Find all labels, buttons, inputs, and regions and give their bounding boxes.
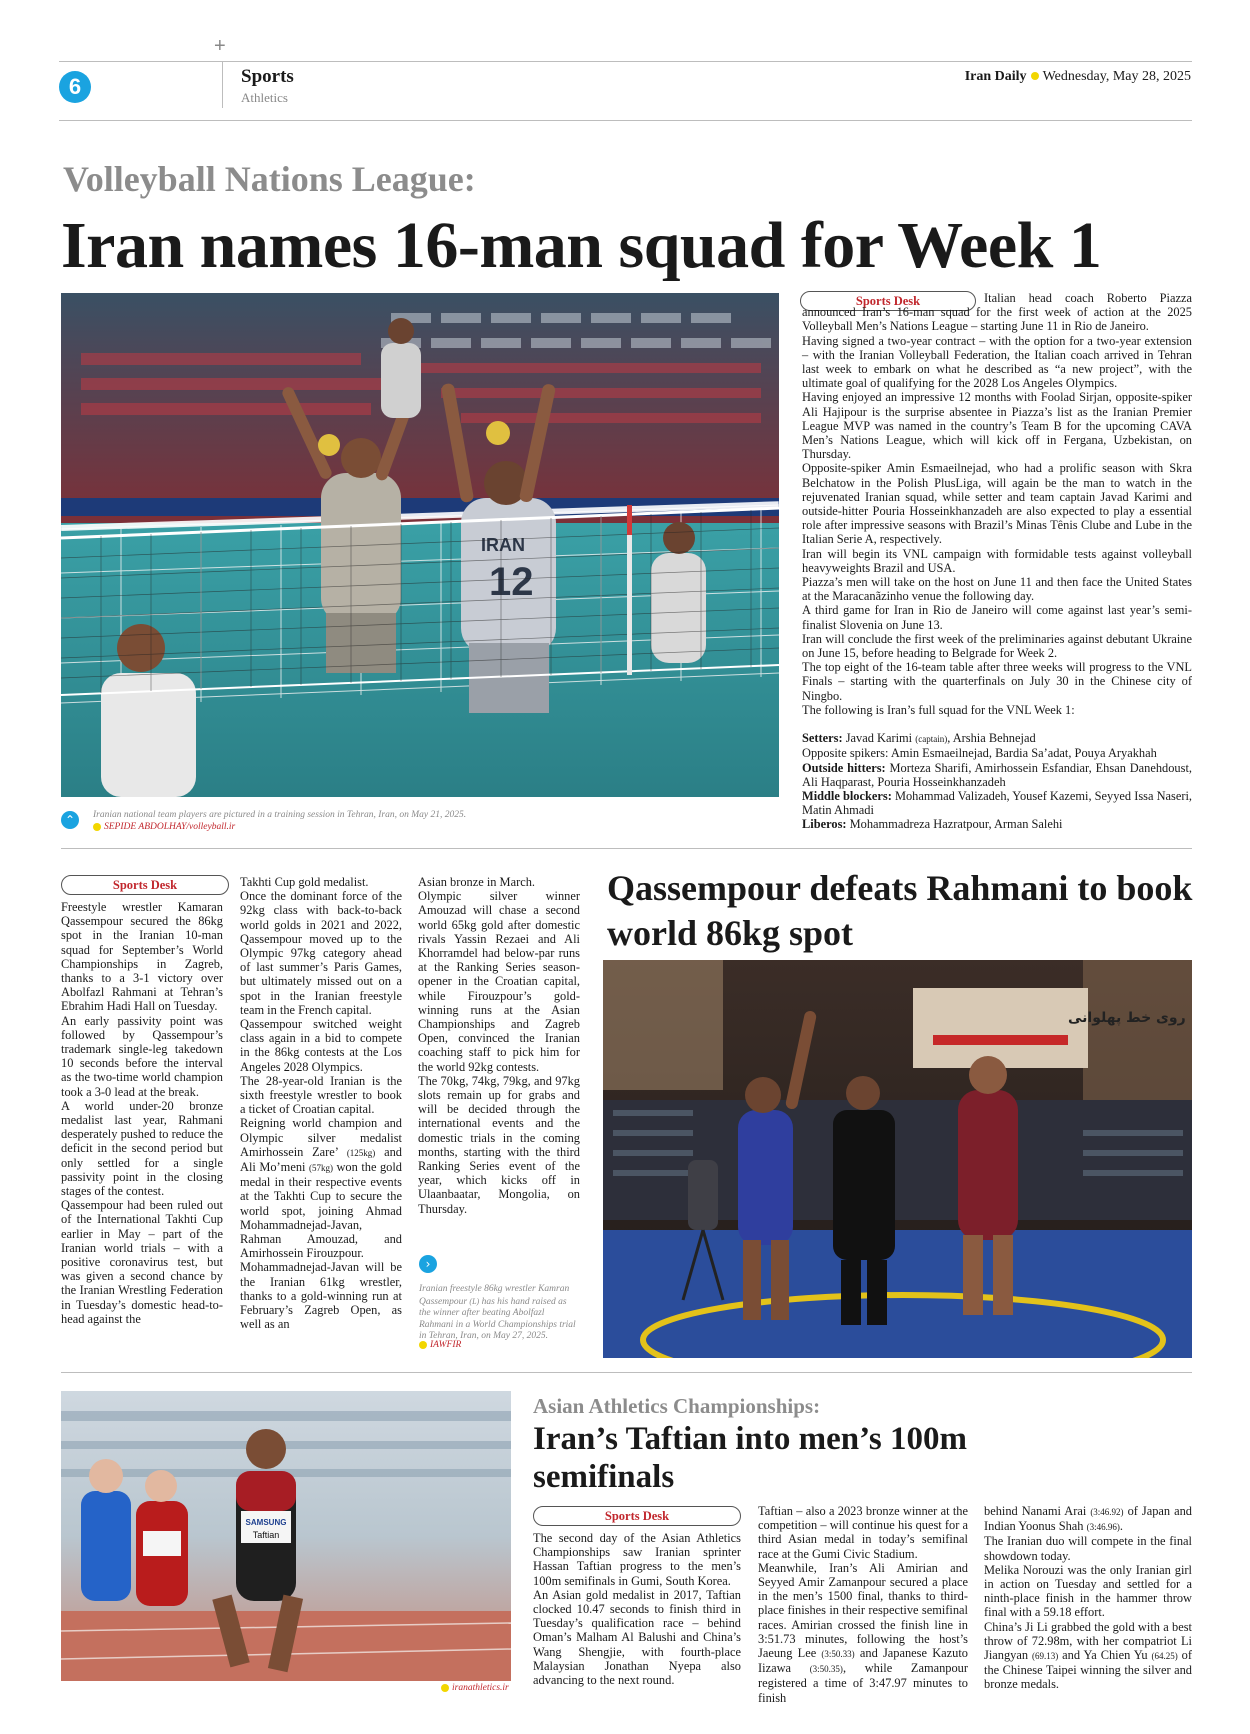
athletics-photo-illustration [61, 1391, 511, 1681]
text-run: of the Chinese Taipei winning the silver and bronze medals. [984, 1648, 1192, 1692]
story2-paragraph: The 28-year-old Iranian is the sixth freestyle wrestler to book a ticket of Croatian capital. [240, 1073, 402, 1117]
section-subtitle: Athletics [241, 90, 288, 105]
text-run: , while Zamanpour registered a time of 3:47.97 minutes to finish [758, 1661, 968, 1705]
story1-paragraph: Iran will begin its VNL campaign with formidable tests against volleyball heavyweights Brazil and USA. [802, 546, 1192, 575]
text-run: won the gold medal in their respective events at the Takhti Cup to secure the world spot, joining Ahmad Mohammadnejad-Javan, Rahman Amouzad, and Amirhossein Firouzpour. [240, 1160, 402, 1261]
story2-paragraph: A world under-20 bronze medalist last year, Rahmani desperately pushed to reduce the deficit in the second period but only settled for a single passivity point in the closing stages of the contest. [61, 1098, 223, 1199]
story2-paragraph: An early passivity point was followed by Qassempour’s trademark single-leg takedown 10 seconds before the interval as the two-time world champion took a 3-0 lead at the break. [61, 1013, 223, 1099]
story2-paragraph [240, 1116, 402, 1260]
story1-credit-text: SEPIDE ABDOLHAY/volleyball.ir [104, 822, 236, 832]
squad-names: Morteza Sharifi, Amirhossein Esfandiar, Ehsan Danehdoust, Ali Haqparast, Pouria Hosseinkhanzadeh [802, 760, 1192, 789]
text-run: behind Nanami Arai [984, 1504, 1091, 1518]
squad-names: Mohammad Valizadeh, Yousef Kazemi, Seyyed Issa Naseri, Matin Ahmadi [802, 788, 1193, 818]
credit-dot-icon [419, 1341, 427, 1349]
wrestling-photo-illustration [603, 960, 1192, 1358]
squad-role: Middle blockers: [802, 788, 892, 803]
text-run: and Ali Mo’meni [240, 1144, 402, 1175]
story1-photo-caption: Iranian national team players are pictured in a training session in Tehran, Iran, on May 21, 2025. [93, 810, 467, 820]
story1-paragraph: Piazza’s men will take on the host on June 11 and then face the United States at the Maracanãzinho venue the following day. [802, 575, 1192, 604]
caption-arrow-up-icon[interactable]: ⌃ [61, 811, 79, 829]
squad-setters [802, 731, 1192, 746]
caption-text-run: Iranian freestyle 86kg wrestler Kamran Qassempour [419, 1284, 570, 1307]
story1-paragraph: Opposite-spiker Amin Esmaeilnejad, who had a prolific season with Skra Belchatow in the Polish PlusLiga, will again be the man to watch in the rejuvenated Iranian squad, while setter and team captain Javad Karimi and outside-hitter Pouria Hosseinkhanzadeh are also expected to play a essential role after impressive seasons with Brazil’s Minas Tênis Clube and Lube in the Italian Serie A, respectively. [802, 461, 1192, 547]
story1-paragraph: The top eight of the 16-team table after three weeks will progress to the VNL Finals – starting with the quarterfinals on July 30 in the Chinese city of Ningbo. [802, 660, 1192, 703]
story3-paragraph: The Iranian duo will compete in the final showdown today. [984, 1534, 1192, 1563]
story3-col2 [758, 1504, 968, 1705]
story3-paragraph: An Asian gold medalist in 2017, Taftian clocked 10.47 seconds to finish third in Tuesday’s qualification race – behind Oman’s Malham Al Balushi and China’s Wang Shengjie, with fourth-place Malaysian Jonathan Nyepa also advancing to the next round. [533, 1587, 741, 1688]
story2-col2 [240, 875, 402, 1332]
caption-arrow-right-icon[interactable]: › [419, 1255, 437, 1273]
weight-note: (125kg) [346, 1147, 376, 1158]
header-bottom-rule [59, 120, 1192, 121]
story2-col1 [61, 900, 223, 1326]
story3-photo-credit [441, 1683, 509, 1693]
story1-sports-desk-badge: Sports Desk [800, 291, 976, 311]
time-note: (3:50.35) [809, 1664, 843, 1675]
squad-role: Outside hitters: [802, 760, 886, 775]
masthead-dot-icon [1031, 72, 1039, 80]
story1-paragraph: A third game for Iran in Rio de Janeiro will come against last year’s semi-finalist Slovenia on June 13. [802, 603, 1192, 632]
squad-names: Mohammadreza Hazratpour, Arman Salehi [849, 817, 1063, 832]
wrestling-photo [603, 960, 1192, 1358]
paper-name: Iran Daily [964, 69, 1027, 84]
credit-dot-icon [441, 1684, 449, 1692]
story3-kicker: Asian Athletics Championships: [533, 1394, 821, 1418]
story2-sports-desk-badge: Sports Desk [61, 875, 229, 895]
weight-note: (57kg) [308, 1163, 333, 1174]
text-run: and Ya Chien Yu [1058, 1648, 1152, 1663]
section-title: Sports [241, 66, 294, 87]
story1-photo-credit [93, 822, 235, 832]
credit-dot-icon [93, 823, 101, 831]
caption-text-run: has his hand raised as the winner after beating Abolfazl Rahmani in a World Championships trial in Tehran, Iran, on May 27, 2025. [419, 1296, 576, 1341]
story3-paragraph [984, 1504, 1192, 1534]
story3-col3 [984, 1504, 1192, 1692]
athletics-photo [61, 1391, 511, 1681]
squad-note: (captain) [915, 734, 948, 745]
squad-role: Setters: [802, 731, 843, 746]
story1-spacer [802, 717, 1192, 731]
story3-paragraph [758, 1561, 968, 1705]
issue-date: Wednesday, May 28, 2025 [1042, 69, 1191, 84]
story2-paragraph: Olympic silver winner Amouzad will chase a second world 65kg gold after domestic rivals Yassin Rezaei and Ali Khorramdel had below-par runs at the Ranking Series season-opener in the Croatian capital, while Firouzpour’s gold-winning runs at the Asian Championships and Zagreb Open, convinced the Iranian coaching staff to pick him for the world 92kg contests. [418, 889, 580, 1074]
header-divider [222, 62, 223, 108]
page-number-badge: 6 [59, 71, 91, 103]
distance-note: (64.25) [1151, 1651, 1178, 1662]
squad-role: Opposite spikers: [802, 746, 889, 761]
story-separator-1 [61, 848, 1192, 849]
story1-paragraph: Having enjoyed an impressive 12 months with Foolad Sirjan, opposite-spiker Ali Hajipour is the surprise absentee in Piazza’s list as the Iranian Premier League MVP was named in the country’s Team B for the upcoming CAVA Men’s Nations League, which will kick off in Fergana, Uzbekistan, on Thursday. [802, 390, 1192, 462]
squad-middle [802, 789, 1192, 817]
story1-kicker: Volleyball Nations League: [63, 159, 476, 199]
story2-col3 [418, 875, 580, 1216]
story2-paragraph: The 70kg, 74kg, 79kg, and 97kg slots remain up for grabs and will be decided through the international events and the domestic trials in the coming months, starting with the third Ranking Series event of the year, which kicks off in Ulaanbaatar, Mongolia, on Thursday. [418, 1073, 580, 1216]
story3-col1 [533, 1531, 741, 1687]
squad-names: Javad Karimi [845, 731, 913, 746]
squad-names-rest: , Arshia Behnejad [947, 731, 1036, 746]
story2-headline: Qassempour defeats Rahmani to book world 86kg spot [607, 868, 1193, 953]
jersey-number: 12 [489, 560, 534, 604]
squad-opposite [802, 746, 1192, 760]
distance-note: (69.13) [1031, 1651, 1059, 1662]
squad-names: Amin Esmaeilnejad, Bardia Sa’adat, Pouya Aryakhah [890, 746, 1157, 761]
story2-credit-text: IAWFIR [430, 1340, 462, 1350]
squad-liberos [802, 817, 1192, 831]
jersey-text: IRAN [481, 535, 525, 555]
story3-sports-desk-badge: Sports Desk [533, 1506, 741, 1526]
crop-mark: + [214, 35, 226, 57]
story3-paragraph: The second day of the Asian Athletics Championships saw Iranian sprinter Hassan Taftian progress to the men’s 100m semifinals in Gumi, South Korea. [533, 1531, 741, 1588]
story3-paragraph: Melika Norouzi was the only Iranian girl in action on Tuesday and settled for a ninth-place finish in the hammer throw final with a 59.18 effort. [984, 1562, 1192, 1620]
story3-paragraph [984, 1620, 1192, 1692]
story1-paragraph: Italian head coach Roberto Piazza announced Iran’s 16-man squad for the first week of action at the 2025 Volleyball Men’s Nations League – starting June 11 in Rio de Janeiro. [802, 291, 1192, 334]
volleyball-photo-illustration [61, 293, 779, 797]
story1-paragraph: The following is Iran’s full squad for the VNL Week 1: [802, 702, 1075, 717]
story1-body [802, 291, 1192, 832]
story2-paragraph: Qassempour had been ruled out of the International Takhti Cup earlier in May – part of the Iranian world trials – with a positive coronavirus test, but was given a second chance by the Iranian Wrestling Federation in Tuesday’s domestic head-to-head against the [61, 1198, 223, 1326]
header-top-rule [59, 61, 1192, 62]
squad-outside [802, 761, 1192, 789]
story2-paragraph: Mohammadnejad-Javan will be the Iranian 61kg wrestler, thanks to a gold-winning run at February’s Zagreb Open, as well as an [240, 1260, 402, 1332]
text-run: of Japan and Indian Yoonus Shah [984, 1504, 1193, 1534]
masthead [965, 69, 1191, 85]
text-run: Reigning world champion and Olympic silver medalist Amirhossein Zare’ [240, 1116, 402, 1159]
story2-paragraph: Freestyle wrestler Kamaran Qassempour secured the 86kg spot in the Iranian 10-man squad for September’s World Championships in Zagreb, thanks to a 3-1 victory over Abolfazl Rahmani at Tehran’s Ebrahim Hadi Hall on Tuesday. [61, 900, 223, 1014]
story1-paragraph: Iran will conclude the first week of the preliminaries against debutant Ukraine on June 15, before heading to Belgrade for Week 2. [802, 631, 1192, 661]
text-run: and Japanese Kazuto Iizawa [758, 1646, 968, 1676]
banner-text: روی خط پهلوانی [1068, 1010, 1186, 1026]
bib-name-text: Taftian [252, 1530, 280, 1540]
volleyball-photo [61, 293, 779, 797]
story2-paragraph: Takhti Cup gold medalist. [240, 875, 369, 889]
story2-paragraph: Qassempour switched weight class again in a bid to compete in the 86kg contests at the Los Angeles 2028 Olympics. [240, 1017, 402, 1074]
time-note: (3:46.92) [1090, 1507, 1124, 1517]
story2-paragraph: Asian bronze in March. [418, 875, 535, 889]
story3-credit-text: iranathletics.ir [452, 1683, 509, 1693]
story-separator-2 [61, 1372, 1192, 1373]
story3-paragraph: Taftian – also a 2023 bronze winner at the competition – will continue his quest for a third Asian medal in today’s semifinal race at the Gumi Civic Stadium. [758, 1504, 968, 1561]
time-note: (3:50.33) [821, 1649, 855, 1660]
text-run: China’s Ji Li grabbed the gold with a best throw of 72.98m, with her compatriot Li Jiangyan [984, 1619, 1192, 1663]
story1-headline: Iran names 16-man squad for Week 1 [61, 209, 1102, 282]
story2-photo-caption [419, 1284, 579, 1343]
time-note: (3:46.96) [1086, 1522, 1120, 1533]
bib-sponsor-text: SAMSUNG [245, 1518, 287, 1527]
text-run: Meanwhile, Iran’s Ali Amirian and Seyyed Amir Zamanpour secured a place in the men’s 1500 final, thanks to third-place finishes in their respective semifinal races. Amirian crossed the finish line in 3:51.73 minutes, following the host’s Jaeung Lee [758, 1560, 968, 1661]
squad-role: Liberos: [802, 817, 847, 832]
text-run: . [1119, 1519, 1123, 1534]
story2-paragraph: Once the dominant force of the 92kg class with back-to-back world golds in 2021 and 2022, Qassempour moved up to the Olympic 97kg category ahead of last summer’s Paris Games, but ultimately missed out on a spot in the Iranian freestyle team in the French capital. [240, 889, 402, 1017]
caption-note: (L) [469, 1296, 480, 1306]
story2-photo-credit [419, 1340, 461, 1350]
story3-headline: Iran’s Taftian into men’s 100m semifinals [533, 1421, 967, 1495]
story1-paragraph: Having signed a two-year contract – with the option for a two-year extension – with the Iranian Volleyball Federation, the Italian coach arrived in Tehran last week to embark on what he described as “a new project”, with the ultimate goal of qualifying for the 2028 Los Angeles Olympics. [802, 333, 1192, 391]
